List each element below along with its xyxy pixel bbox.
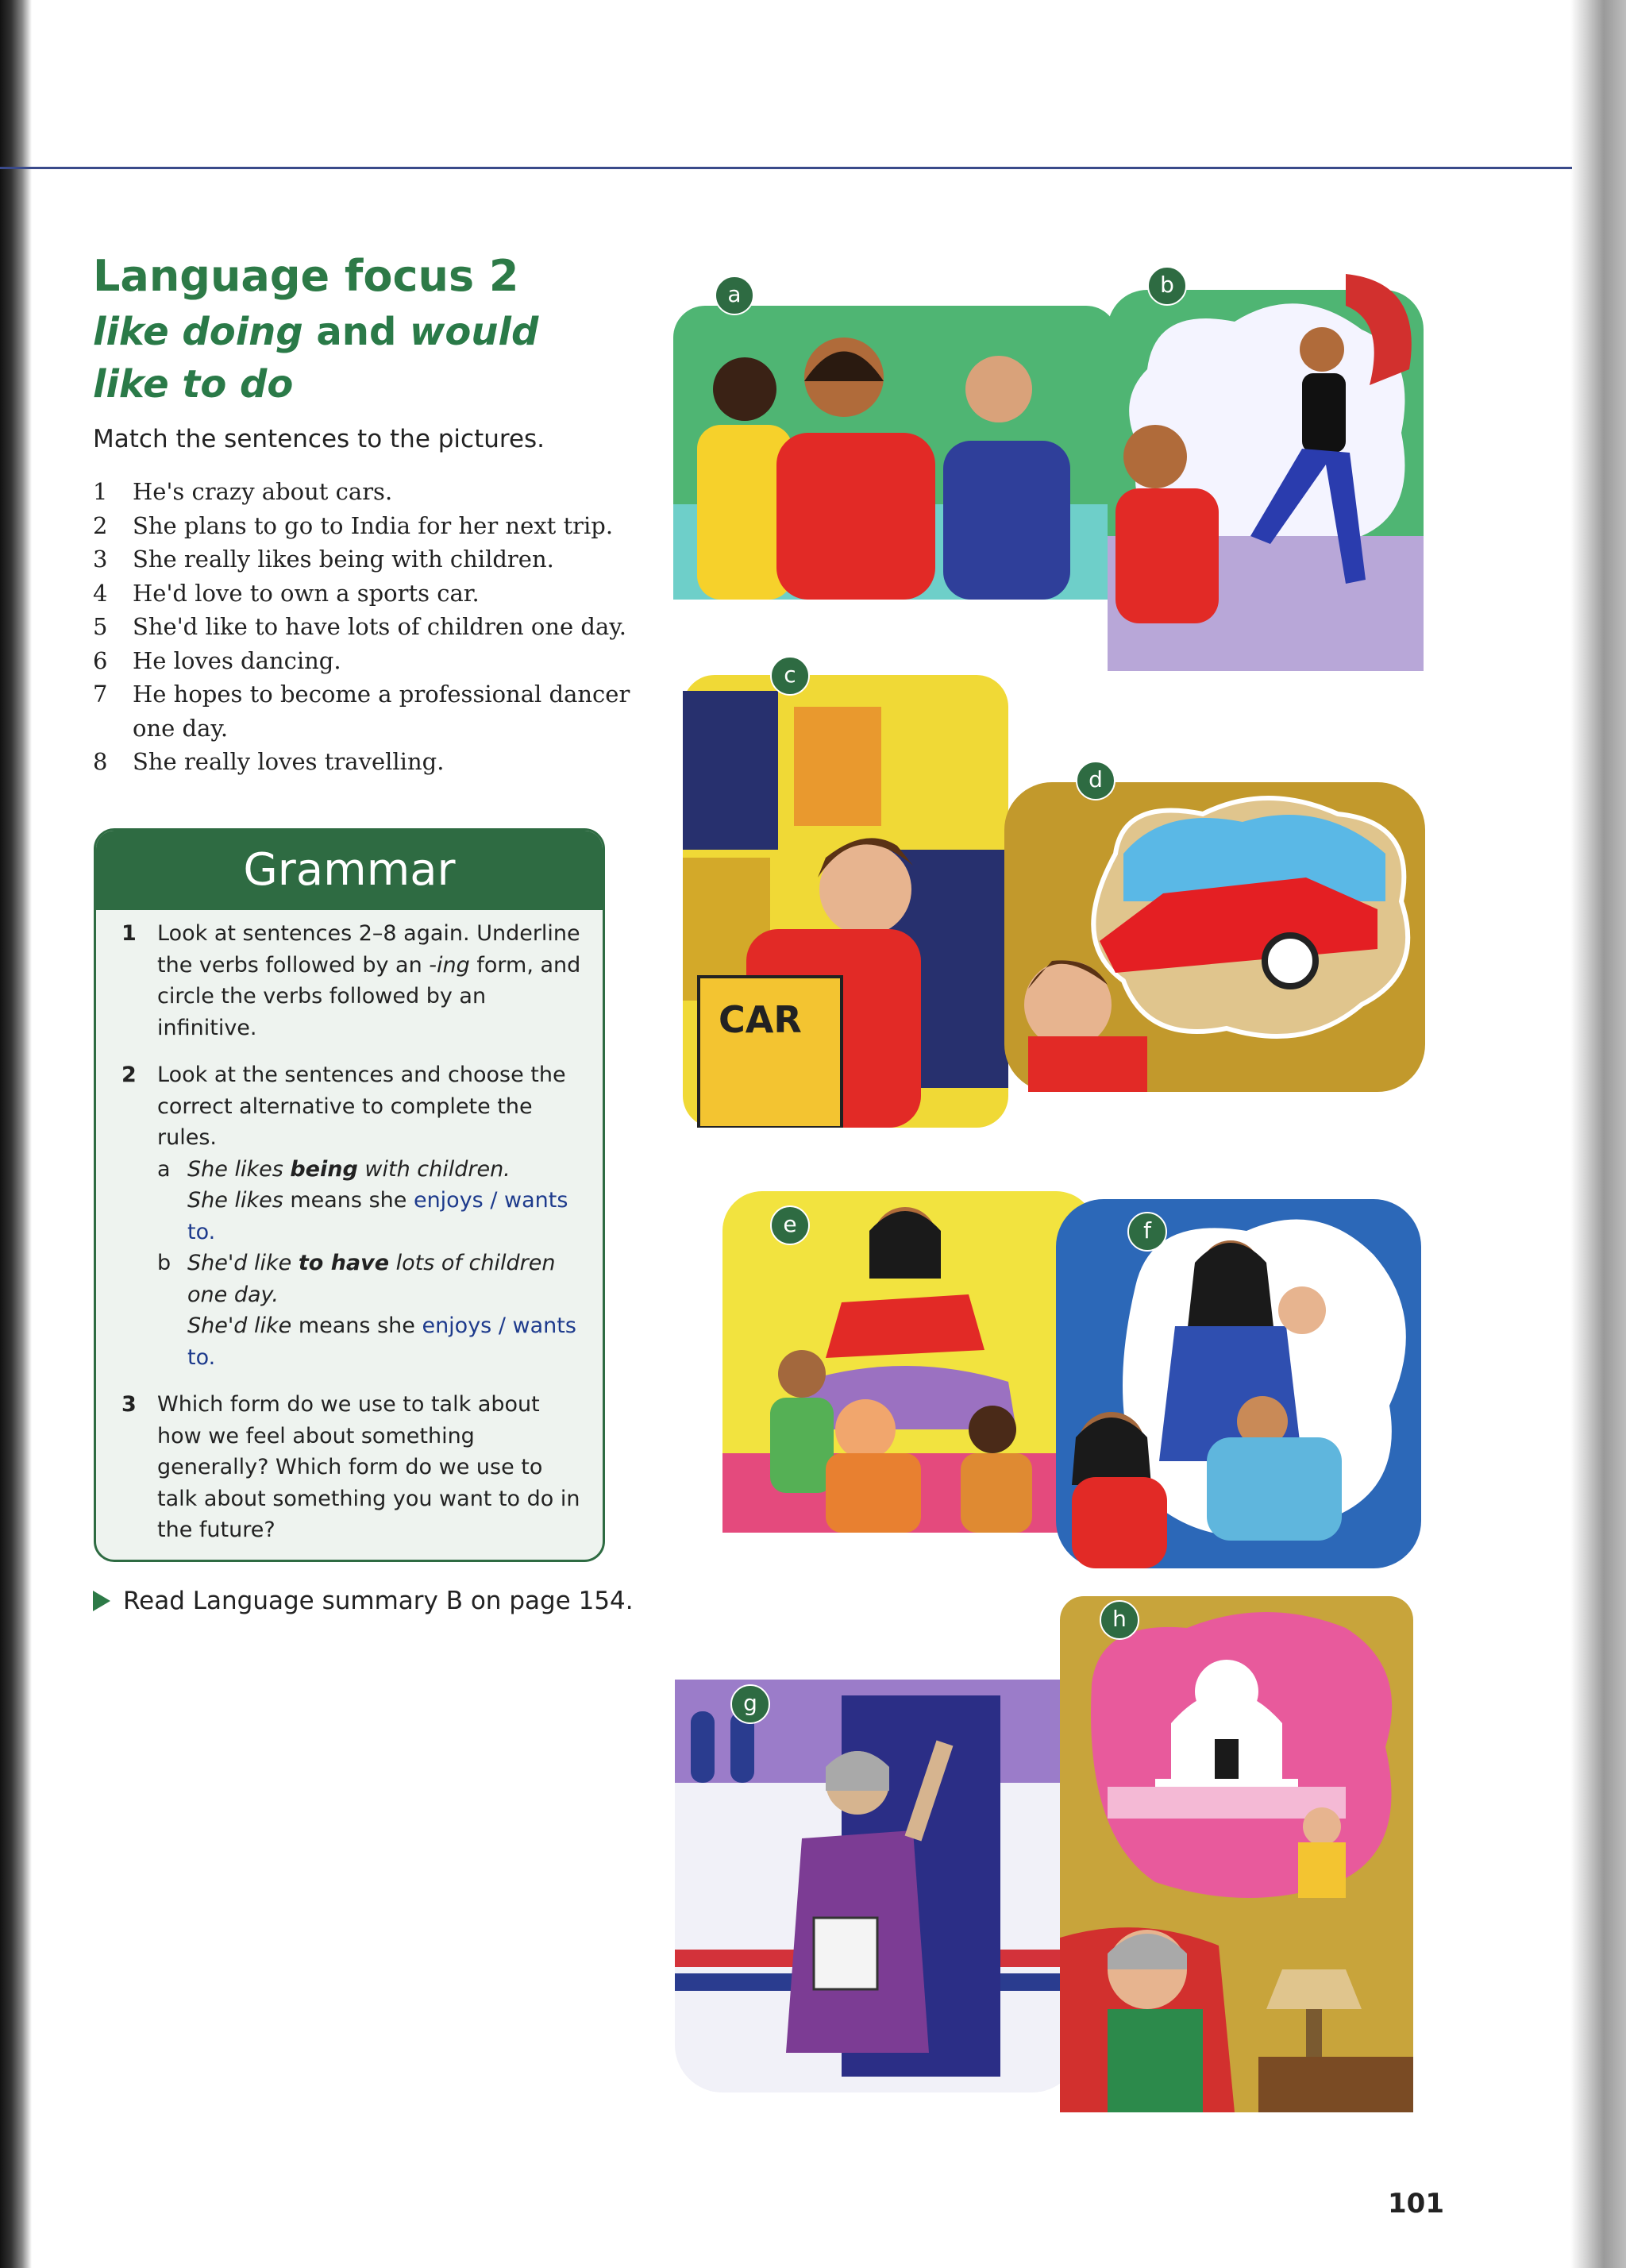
example-verb: to have (298, 1251, 390, 1275)
rule-text: means she (291, 1313, 422, 1338)
item-text: form, and circle the verbs followed by an infinitive. (157, 952, 581, 1040)
list-item (93, 542, 633, 577)
item-text: She really likes being with children. (133, 546, 554, 573)
list-item (93, 644, 633, 678)
rule-b (157, 1248, 582, 1373)
list-item (93, 745, 633, 779)
grammar-item-2 (121, 1059, 582, 1373)
binding-shadow (0, 0, 32, 2268)
picture-label: f (1127, 1212, 1167, 1252)
item-number: 1 (93, 478, 108, 505)
picture-a (673, 281, 1118, 600)
sub-letter: b (157, 1251, 171, 1275)
grammar-list (121, 918, 582, 1562)
sub-letter: a (157, 1156, 171, 1182)
picture-label: e (770, 1205, 810, 1245)
subtitle-like-doing: like doing (93, 310, 303, 354)
picture-label: b (1147, 266, 1187, 306)
list-item (93, 677, 633, 745)
grammar-box (94, 828, 605, 1562)
item-text: He loves dancing. (133, 646, 341, 674)
play-arrow-icon (93, 1591, 110, 1611)
item-text: He hopes to become a professional dancer one day. (133, 681, 630, 742)
item-text: He's crazy about cars. (133, 478, 393, 505)
exercise-instruction: Match the sentences to the pictures. (93, 425, 545, 453)
section-subtitle (93, 306, 601, 411)
item-text: She plans to go to India for her next trip. (133, 511, 614, 539)
grammar-title: Grammar (96, 831, 603, 910)
item-number: 1 (121, 921, 137, 946)
picture-label: h (1100, 1600, 1139, 1640)
illustration-car-dream (1004, 782, 1425, 1092)
example-text: with children. (357, 1156, 511, 1182)
item-number: 3 (121, 1392, 137, 1417)
item-number: 7 (93, 681, 108, 708)
picture-label: a (715, 276, 754, 315)
picture-e (722, 1191, 1096, 1533)
illustration-dancer (1108, 274, 1424, 671)
rule-phrase: She likes (187, 1188, 283, 1213)
list-item (93, 577, 633, 611)
example-text: She'd like (187, 1251, 299, 1275)
picture-label: g (730, 1684, 770, 1724)
page-edge (1570, 0, 1626, 2268)
rule-choice: enjoys / wants to. (187, 1313, 576, 1370)
rule-choice: enjoys / wants to. (187, 1188, 568, 1244)
illustration-airplane-door (675, 1680, 1080, 2092)
rule-phrase: She'd like (187, 1313, 292, 1338)
item-number: 5 (93, 613, 108, 640)
grammar-item-3 (121, 1389, 582, 1546)
picture-h (1060, 1596, 1413, 2112)
illustration-car-magazine (683, 675, 1008, 1128)
item-text: Look at sentences 2–8 again. Underline the verbs followed by an (157, 921, 580, 978)
item-text: Which form do we use to talk about how we feel about something generally? Which form do we use to talk about something you want to do in the future? (157, 1392, 580, 1542)
picture-c (683, 662, 1008, 1128)
list-item (93, 509, 633, 543)
example-text: lots of children one day. (187, 1251, 556, 1307)
item-number: 8 (93, 748, 108, 775)
rule-text: means she (283, 1188, 414, 1213)
illustration-family-dream (1056, 1199, 1421, 1568)
summary-link-text: Read Language summary B on page 154. (123, 1587, 634, 1615)
subtitle-and: and (302, 310, 410, 354)
picture-g (675, 1680, 1080, 2092)
grammar-item-1 (121, 918, 582, 1043)
picture-d (1004, 766, 1425, 1092)
subtitle-would-like: would like to do (93, 310, 539, 407)
header-rule (0, 167, 1572, 169)
item-text: He'd love to own a sports car. (133, 579, 480, 607)
page-number: 101 (1388, 2188, 1444, 2220)
item-number: 2 (121, 1063, 137, 1087)
illustration-teacher-children (722, 1191, 1096, 1533)
magazine-title: CAR (719, 998, 802, 1041)
rule-a (157, 1154, 582, 1248)
language-summary-link[interactable] (93, 1587, 634, 1615)
item-number: 2 (93, 511, 108, 539)
list-item (93, 610, 633, 644)
picture-label: c (770, 656, 810, 696)
item-text: Look at the sentences and choose the correct alternative to complete the rules. (157, 1063, 566, 1150)
list-item (93, 475, 633, 509)
item-number: 3 (93, 546, 108, 573)
item-number: 4 (93, 579, 108, 607)
section-title: Language focus 2 (93, 251, 519, 301)
item-text: She really loves travelling. (133, 748, 445, 775)
illustration-india-dream (1060, 1596, 1413, 2112)
item-number: 6 (93, 646, 108, 674)
picture-label: d (1076, 761, 1115, 800)
sentence-list (93, 475, 633, 779)
item-text: She'd like to have lots of children one day. (133, 613, 626, 640)
ing-term: -ing (429, 952, 470, 978)
example-text: She likes (187, 1156, 291, 1182)
picture-b (1108, 274, 1424, 671)
example-verb: being (290, 1156, 358, 1182)
picture-f (1056, 1199, 1421, 1568)
illustration-friends (673, 306, 1118, 600)
